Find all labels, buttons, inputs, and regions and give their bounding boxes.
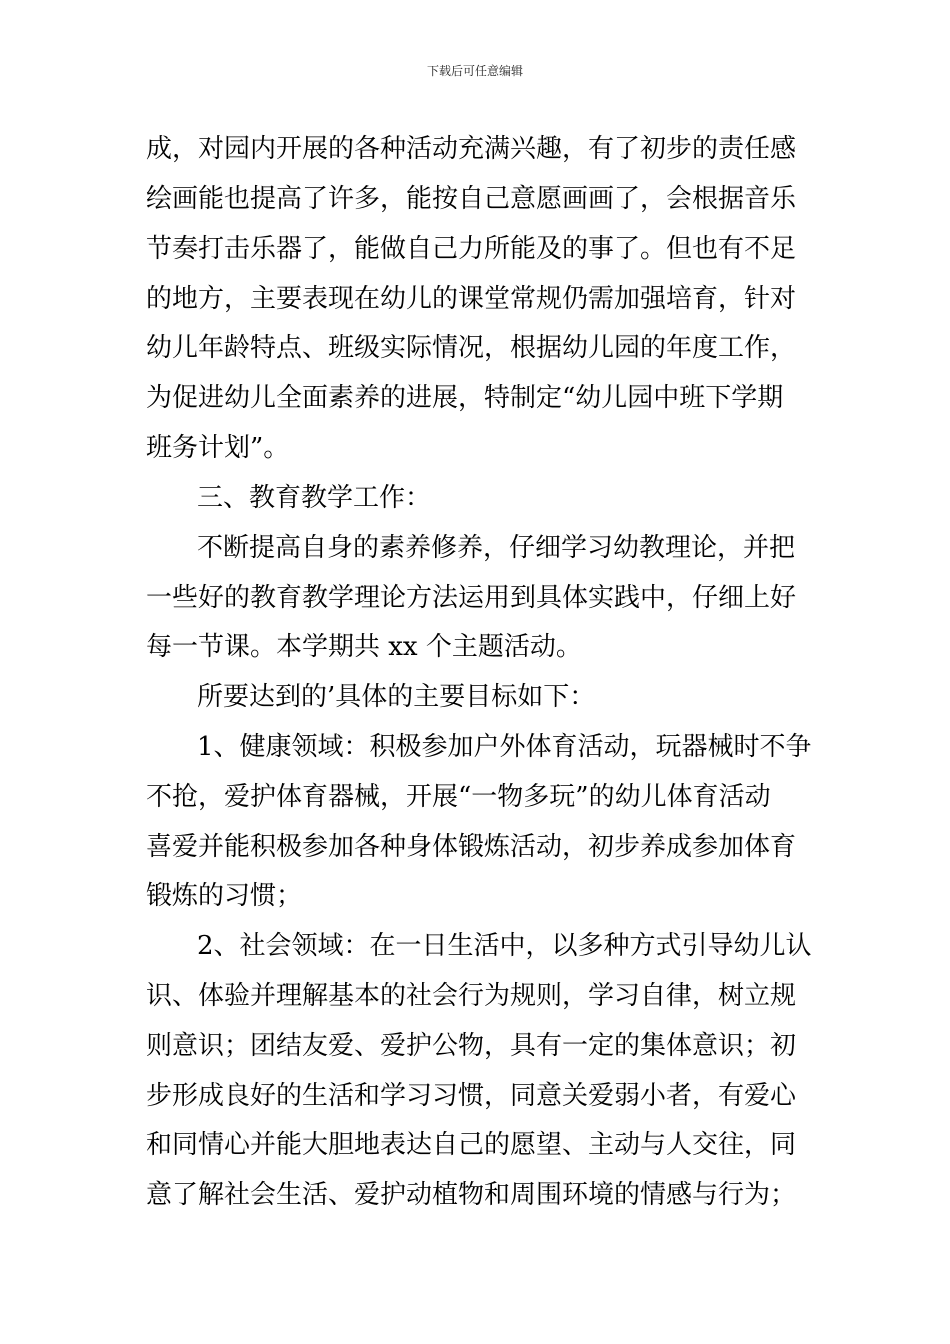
body-line: 不断提高自身的素养修养，仔细学习幼教理论，并把 bbox=[197, 533, 796, 563]
body-line: 步形成良好的生活和学习习惯，同意关爱弱小者，有爱心 bbox=[146, 1081, 797, 1111]
body-line: 和同情心并能大胆地表达自己的愿望、主动与人交往，同 bbox=[146, 1130, 797, 1160]
body-line: 1、健康领域：积极参加户外体育活动，玩器械时不争 bbox=[197, 732, 812, 762]
body-line: 所要达到的’具体的主要目标如下： bbox=[197, 682, 596, 712]
section-heading: 三、教育教学工作： bbox=[197, 483, 432, 513]
body-line: 绘画能也提高了许多，能按自己意愿画画了，会根据音乐 bbox=[146, 184, 797, 214]
body-line: 为促进幼儿全面素养的进展，特制定“幼儿园中班下学期 bbox=[146, 383, 784, 413]
body-line: 成，对园内开展的各种活动充满兴趣，有了初步的责任感 bbox=[146, 134, 797, 164]
body-line: 的地方，主要表现在幼儿的课堂常规仍需加强培育，针对 bbox=[146, 284, 797, 314]
body-line: 2、社会领域：在一日生活中，以多种方式引导幼儿认 bbox=[197, 931, 812, 961]
body-line: 锻炼的习惯； bbox=[146, 881, 303, 911]
body-line: 一些好的教育教学理论方法运用到具体实践中，仔细上好 bbox=[146, 583, 797, 613]
body-line: 识、体验并理解基本的社会行为规则，学习自律，树立规 bbox=[146, 981, 797, 1011]
body-line: 则意识；团结友爱、爱护公物，具有一定的集体意识；初 bbox=[146, 1031, 797, 1061]
body-line: 幼儿年龄特点、班级实际情况，根据幼儿园的年度工作， bbox=[146, 333, 797, 363]
body-line: 节奏打击乐器了，能做自己力所能及的事了。但也有不足 bbox=[146, 234, 797, 264]
body-line: 班务计划”。 bbox=[146, 433, 290, 463]
page-header: 下载后可任意编辑 bbox=[426, 64, 523, 78]
body-line: 喜爱并能积极参加各种身体锻炼活动，初步养成参加体育 bbox=[146, 832, 797, 862]
body-line: 意了解社会生活、爱护动植物和周围环境的情感与行为； bbox=[146, 1180, 797, 1210]
body-line: 不抢，爱护体育器械，开展“一物多玩”的幼儿体育活动 bbox=[146, 782, 771, 812]
body-line: 每一节课。本学期共 xx 个主题活动。 bbox=[146, 632, 582, 662]
